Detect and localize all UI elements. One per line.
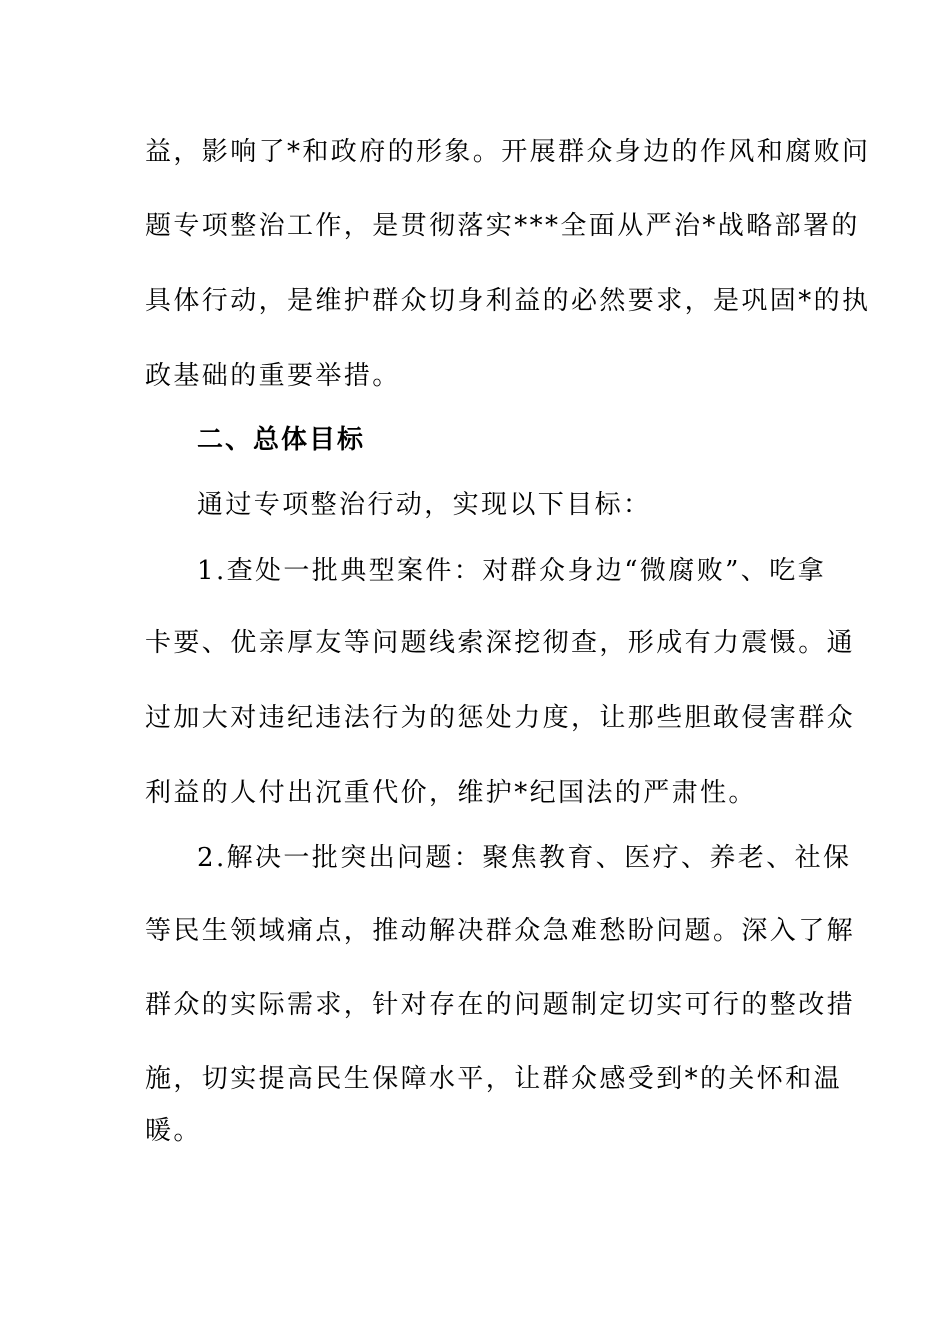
list-item-1-line: 1.查处一批典型案件：对群众身边“微腐败”、吃拿 [197,556,826,586]
list-item-1-line: 过加大对违纪违法行为的惩处力度，让那些胆敢侵害群众 [145,703,856,733]
list-item-2-line: 施，切实提高民生保障水平，让群众感受到*的关怀和温 [145,1064,843,1094]
list-item-2-line: 2.解决一批突出问题：聚焦教育、医疗、养老、社保 [197,843,852,873]
paragraph-line: 政基础的重要举措。 [145,361,401,391]
list-item-2-line: 等民生领域痛点，推动解决群众急难愁盼问题。深入了解 [145,916,856,946]
paragraph-line: 具体行动，是维护群众切身利益的必然要求，是巩固*的执 [145,286,871,316]
list-item-1-line: 卡要、优亲厚友等问题线索深挖彻查，形成有力震慑。通 [145,628,856,658]
section-heading: 二、总体目标 [197,425,366,455]
list-item-2-line: 暖。 [145,1116,202,1146]
intro-line: 通过专项整治行动，实现以下目标： [197,490,652,520]
paragraph-line: 题专项整治工作，是贯彻落实***全面从严治*战略部署的 [145,211,860,241]
list-item-1-line: 利益的人付出沉重代价，维护*纪国法的严肃性。 [145,778,757,808]
list-item-2-line: 群众的实际需求，针对存在的问题制定切实可行的整改措 [145,990,856,1020]
paragraph-line: 益，影响了*和政府的形象。开展群众身边的作风和腐败问 [145,137,871,167]
